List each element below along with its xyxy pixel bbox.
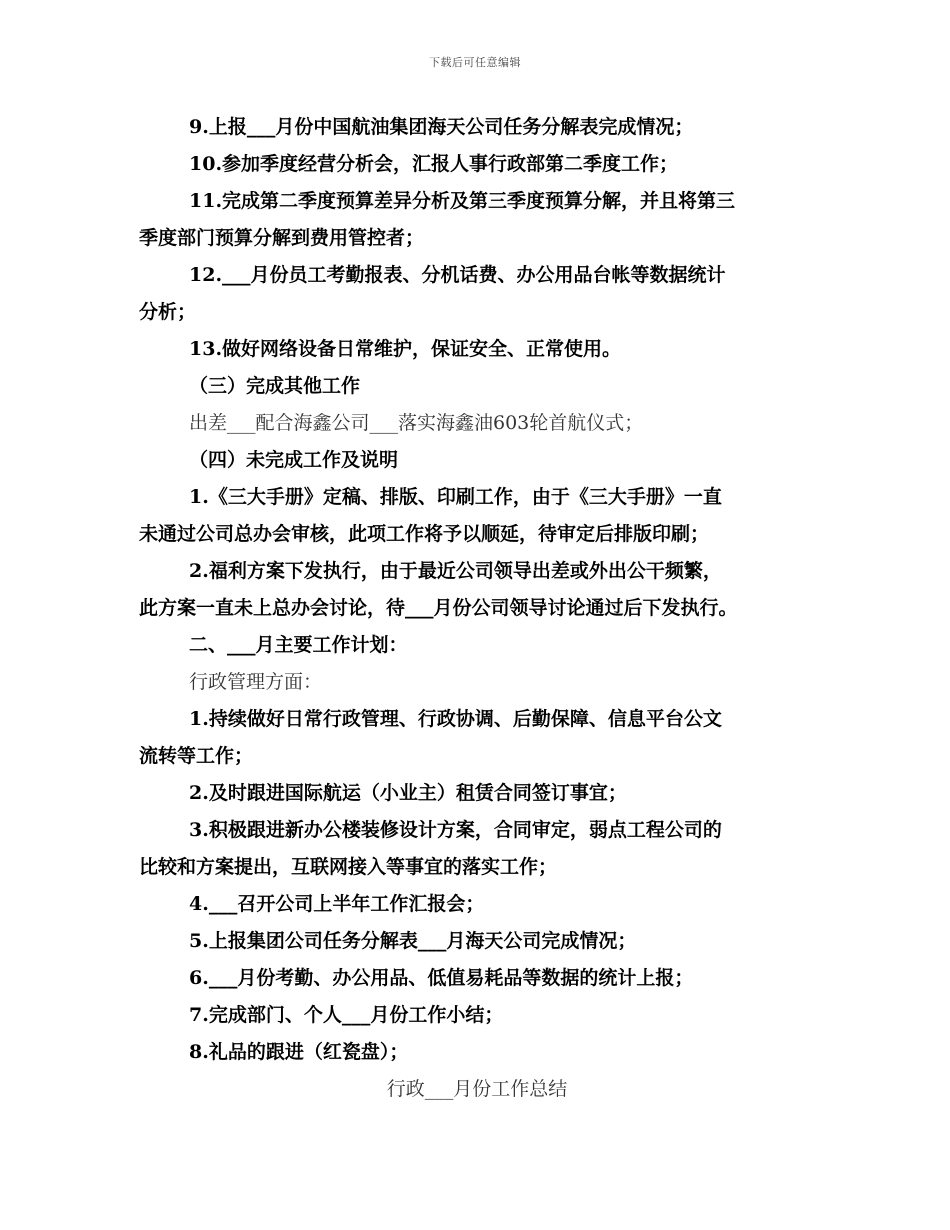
section-heading: （四）未完成工作及说明 xyxy=(189,449,399,471)
paragraph-line: 9.上报___月份中国航油集团海天公司任务分解表完成情况； xyxy=(189,116,694,138)
paragraph-line: 3.积极跟进新办公楼装修设计方案，合同审定，弱点工程公司的 xyxy=(189,819,722,841)
paragraph-line: 10.参加季度经营分析会，汇报人事行政部第二季度工作； xyxy=(189,153,679,175)
paragraph-line: 6.___月份考勤、办公用品、低值易耗品等数据的统计上报； xyxy=(189,967,694,989)
paragraph-line: 1.持续做好日常行政管理、行政协调、后勤保障、信息平台公文 xyxy=(189,708,722,730)
document-title: 行政___月份工作总结 xyxy=(386,1078,568,1100)
paragraph-line: 出差___配合海鑫公司___落实海鑫油603轮首航仪式； xyxy=(189,412,644,434)
paragraph-line: 比较和方案提出，互联网接入等事宜的落实工作； xyxy=(139,856,558,878)
paragraph-line: 5.上报集团公司任务分解表___月海天公司完成情况； xyxy=(189,930,637,952)
paragraph-line: 未通过公司总办会审核，此项工作将予以顺延，待审定后排版印刷； xyxy=(139,523,710,545)
paragraph-line: 2.福利方案下发执行，由于最近公司领导出差或外出公干频繁， xyxy=(189,560,722,582)
paragraph-line: 7.完成部门、个人___月份工作小结； xyxy=(189,1004,504,1026)
page-header: 下载后可任意编辑 xyxy=(429,56,521,69)
document-body xyxy=(139,109,815,1108)
paragraph-line: 分析； xyxy=(139,301,197,323)
paragraph-line: 13.做好网络设备日常维护，保证安全、正常使用。 xyxy=(189,338,622,360)
paragraph-line: 2.及时跟进国际航运（小业主）租赁合同签订事宜； xyxy=(189,782,627,804)
paragraph-line: 此方案一直未上总办会讨论，待___月份公司领导讨论通过后下发执行。 xyxy=(139,597,738,619)
paragraph-line: 季度部门预算分解到费用管控者； xyxy=(139,227,425,249)
paragraph-line: 流转等工作； xyxy=(139,745,254,767)
paragraph-line: 8.礼品的跟进（红瓷盘）； xyxy=(189,1041,409,1063)
section-heading: （三）完成其他工作 xyxy=(189,375,361,397)
paragraph-line: 12.___月份员工考勤报表、分机话费、办公用品台帐等数据统计 xyxy=(189,264,726,286)
subsection-heading: 行政管理方面： xyxy=(189,671,323,693)
section-heading: 二、___月主要工作计划： xyxy=(189,634,408,656)
paragraph-line: 4.___召开公司上半年工作汇报会； xyxy=(189,893,485,915)
paragraph-line: 11.完成第二季度预算差异分析及第三季度预算分解，并且将第三 xyxy=(189,190,736,212)
paragraph-line: 1.《三大手册》定稿、排版、印刷工作，由于《三大手册》一直 xyxy=(189,486,722,508)
